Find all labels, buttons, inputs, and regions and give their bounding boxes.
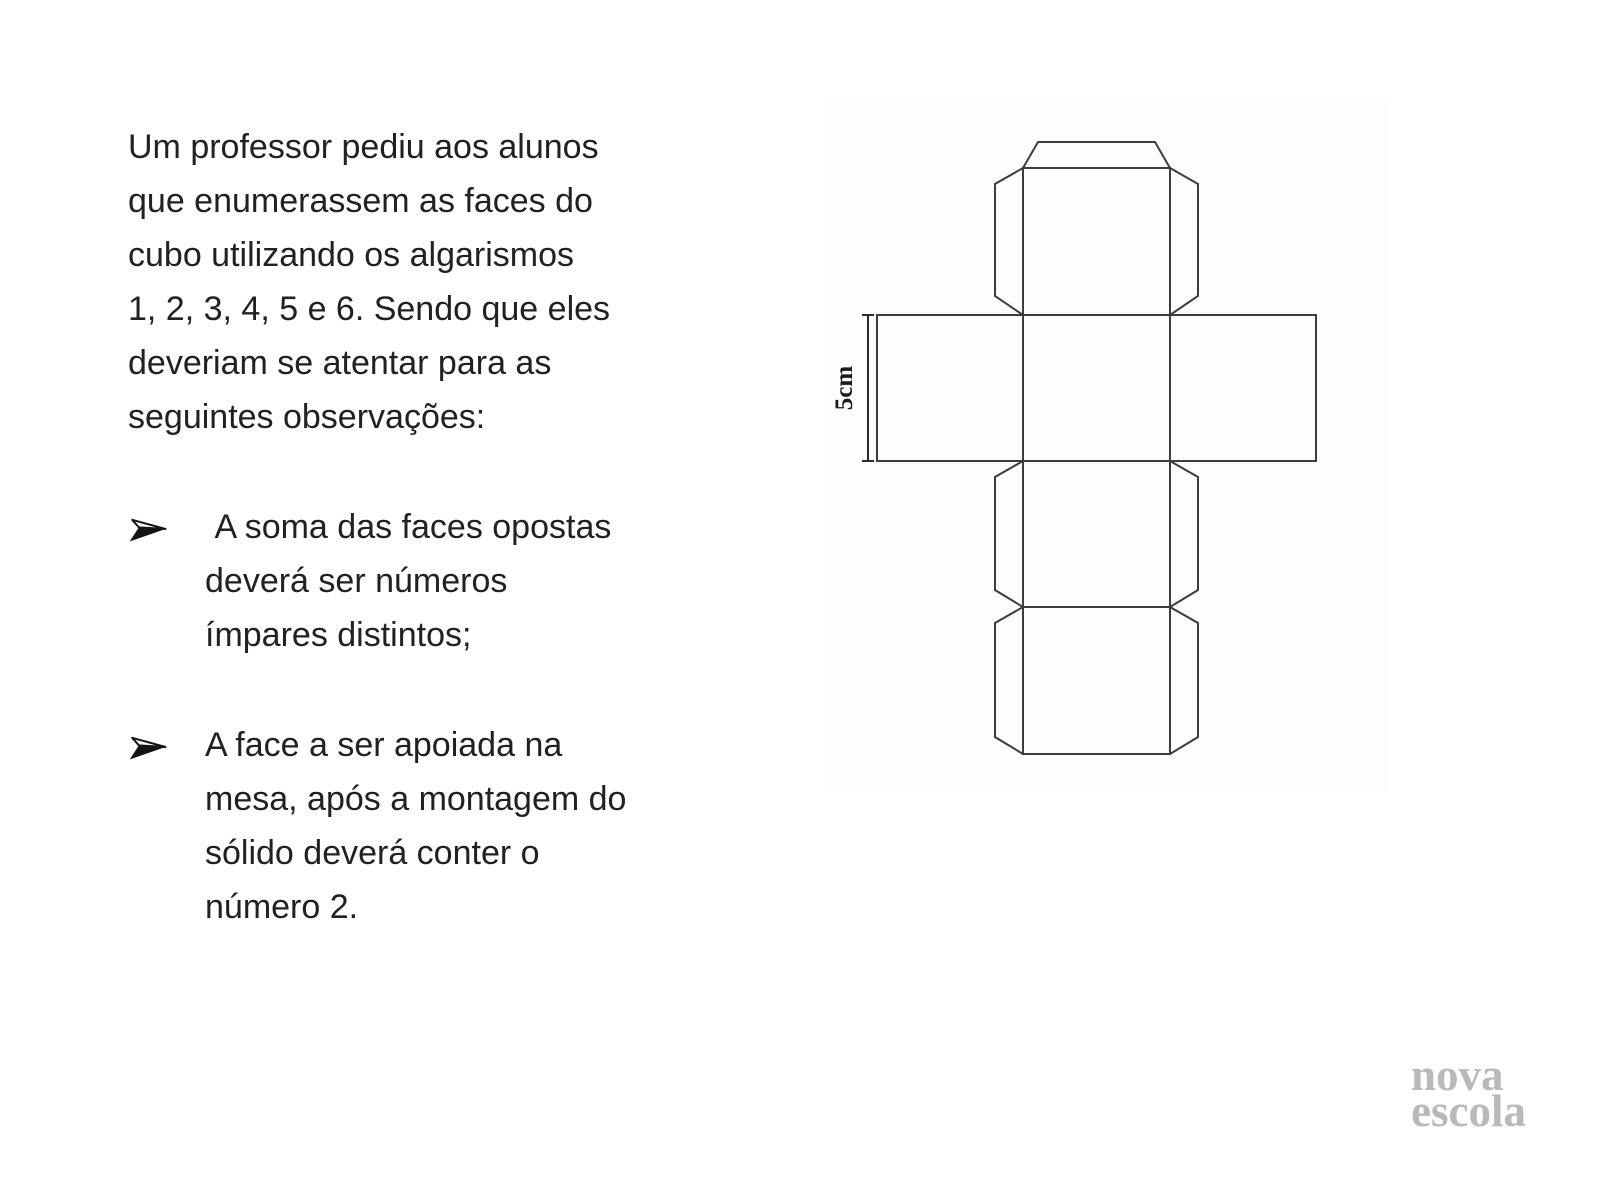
intro-line: seguintes observações:	[128, 398, 486, 436]
intro-line: Um professor pediu aos alunos	[128, 128, 599, 166]
bullet-item-2	[128, 718, 768, 934]
cube-net-diagram	[820, 95, 1400, 805]
logo-line-2: escola	[1411, 1086, 1526, 1136]
bullet-line: número 2.	[205, 888, 359, 926]
intro-paragraph	[128, 120, 768, 444]
problem-text-block	[128, 120, 768, 934]
intro-line: deveriam se atentar para as	[128, 344, 552, 382]
bullet-line: sólido deverá conter o	[205, 834, 540, 872]
bullet-line: ímpares distintos;	[205, 616, 472, 654]
bullet-line: A face a ser apoiada na	[205, 726, 563, 764]
intro-line: cubo utilizando os algarismos	[128, 236, 575, 274]
bullet-text	[205, 718, 768, 934]
bullet-line: deverá ser números	[205, 562, 508, 600]
scan-background	[826, 100, 1388, 792]
bullet-item-1	[128, 500, 768, 662]
logo-line-1: nova	[1411, 1050, 1504, 1100]
arrow-bullet-icon	[128, 500, 205, 545]
arrow-bullet-icon	[128, 718, 205, 763]
bullet-line: mesa, após a montagem do	[205, 780, 627, 818]
dimension-label: 5cm	[831, 365, 858, 411]
intro-line: que enumerassem as faces do	[128, 182, 593, 220]
nova-escola-logo	[1411, 1050, 1526, 1136]
cube-net-svg	[820, 95, 1400, 805]
intro-line: 1, 2, 3, 4, 5 e 6. Sendo que eles	[128, 290, 611, 328]
bullet-text	[205, 500, 768, 662]
bullet-line: A soma das faces opostas	[205, 508, 612, 546]
